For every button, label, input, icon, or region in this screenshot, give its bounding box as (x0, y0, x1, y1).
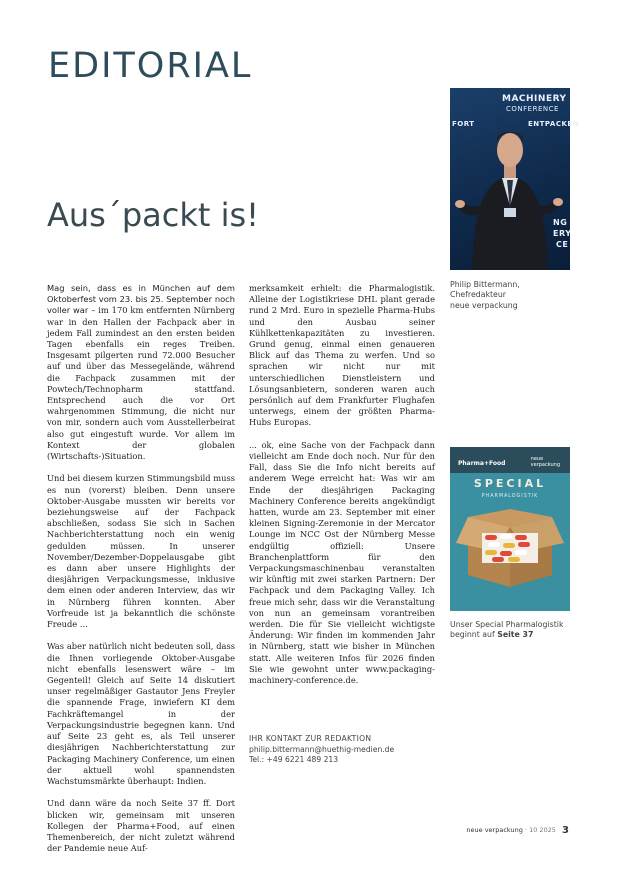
paragraph-text: – im 170 km entfernten Nürnberg war in den Hallen der Fachpack aber in jedem Fall zumindest an den ersten beiden Tagen ebenfalls ein reges Treiben. Insgesamt pilgerten rund 72.000 Besucher auf und über das Messegelände, während die Fachpack zusammen mit der Powtech/Technopharm stattfand. Entsprechend auch die vor Ort wahrgenommen Stimmung, die nicht nur von mir, sondern auch vom Ausstellerbeirat also gut eingestuft wurde. Vor allem im Kontext der globalen (Wirtschafts-)Situation. (47, 305, 235, 462)
banner-text: ERY (553, 229, 572, 238)
footer-separator: · (524, 826, 530, 834)
paragraph: Und dann wäre da noch Seite 37 ff. Dort blicken wir, gemeinsam mit unseren Kollegen der Pharma+Food, auf einen Themenbereich, der nicht zuletzt während der Pandemie neue Auf- (47, 798, 235, 854)
cover-title: SPECIAL (473, 477, 547, 490)
footer-publication: neue verpackung (466, 826, 523, 834)
cover-magazine-line: neue (530, 456, 544, 462)
section-title: EDITORIAL (48, 46, 253, 86)
banner-text: FORT (452, 120, 475, 128)
caption-text: Unser Special Pharmalogistik beginnt auf (450, 620, 564, 640)
contact-heading: IHR KONTAKT ZUR REDAKTION (249, 734, 372, 743)
page-footer (466, 825, 569, 836)
lead-text: Mag sein, dass es in München auf dem Oktoberfest vom 23. bis 25. September noch voller war (47, 283, 235, 316)
headline: Aus´packt is! (47, 196, 259, 234)
paragraph: ... ok, eine Sache von der Fachpack dann vielleicht am Ende doch noch. Nur für den Fall, dass Sie die Info nicht bereits auf anderem Wege erreicht hat: Was wir am Ende der diesjährigen Packaging Machinery Conference bereits angekündigt hatten, wurde am 23. September mit einer kleinen Signing-Zeremonie in der Mercator Lounge im NCC Ost der Nürnberg Messe endgültig offiziell: Unsere Branchenplattform für den Verpackungsmaschinenbau veranstalten wir künftig mit zwei starken Partnern: Der Fachpack und dem Packaging Valley. Ich freue mich sehr, dass wir die Veranstaltung von nun an gemeinsam vorantreiben werden. Die für Sie vielleicht wichtigste Änderung: Wir finden im kommenden Jahr in Nürnberg, statt wie bisher in München statt. Alle weiteren Infos für 2026 finden Sie wie gewohnt unter www.packaging-machinery-conference.de. (249, 439, 435, 686)
caption-page-ref: Seite 37 (497, 630, 534, 640)
editorial-contact (249, 734, 439, 766)
caption-name: Philip Bittermann, (450, 280, 520, 289)
banner-text: NG (553, 218, 568, 227)
paragraph: merksamkeit erhielt: die Pharmalogistik. Alleine der Logistikriese DHL plant gerade rund 2 Mrd. Euro in spezielle Pharma-Hubs und den Ausbau seiner Kühlkettenkapazitäten zu investieren. Grund genug, einmal einen genaueren Blick auf das Thema zu werfen. Und so sprachen wir nicht nur mit unterschiedlichen Dienstleistern und Lösungsanbietern, sonderen waren auch persönlich auf dem Frankfurter Flughafen unterwegs, einem der größten Pharma-Hubs Europas. (249, 283, 435, 428)
banner-text: CONFERENCE (506, 105, 559, 113)
paragraph (47, 283, 235, 462)
caption-publication: neue verpackung (450, 300, 518, 310)
cover-brand: Pharma+Food (458, 460, 506, 467)
cover-magazine-line: verpackung (530, 461, 560, 468)
contact-email[interactable]: philip.bittermann@huethig-medien.de (249, 744, 395, 754)
photo-caption (450, 280, 570, 311)
paragraph: Und bei diesem kurzen Stimmungsbild muss es nun (vorerst) bleiben. Denn unsere Oktober-Ausgabe mussten wir bereits vor beziehungsweise auf der Fachpack abschließen, sodass Sie sich in Sachen Nachberichterstattung noch ein wenig gedulden müssen. In unserer November/Dezember-Doppelausgabe gibt es dann aber unsere Highlights der diesjährigen Verpackungsmesse, inklusive dem einen oder anderen Interview, das wir in Nürnberg führen konnten. Aber Vorfreude ist ja bekanntlich die schönste Freude ... (47, 473, 235, 630)
cover-subtitle: PHARMALOGISTIK (481, 494, 539, 499)
page-number: 3 (562, 825, 569, 836)
special-cover (450, 447, 570, 611)
banner-text: CE (556, 240, 569, 249)
footer-issue: 10 2025 (529, 826, 556, 834)
paragraph: Was aber natürlich nicht bedeuten soll, dass die Ihnen vorliegende Oktober-Ausgabe nicht ebenfalls lesenswert wäre – im Gegenteil! Gleich auf Seite 14 diskutiert unser regelmäßiger Gastautor Jens Freyler die spannende Frage, inwiefern KI dem Fachkräftemangel in der Verpackungsindustrie begegnen kann. Und auf Seite 23 geht es, als Teil unserer diesjährigen Nachberichterstattung zur Packaging Machinery Conference, um einen der aktuell wohl spannendsten Wachstumsmärkte überhaupt: Indien. (47, 641, 235, 786)
caption-role: Chefredakteur (450, 290, 507, 300)
article-column-2 (249, 283, 435, 697)
cover-caption (450, 620, 575, 641)
banner-text: MACHINERY (502, 94, 567, 104)
article-column-1 (47, 283, 235, 866)
contact-phone: Tel.: +49 6221 489 213 (249, 755, 339, 764)
banner-text: ENTPACKEN (528, 120, 580, 128)
person-illustration (450, 88, 580, 270)
box-with-pills-illustration (450, 447, 570, 611)
editor-photo (450, 88, 580, 270)
